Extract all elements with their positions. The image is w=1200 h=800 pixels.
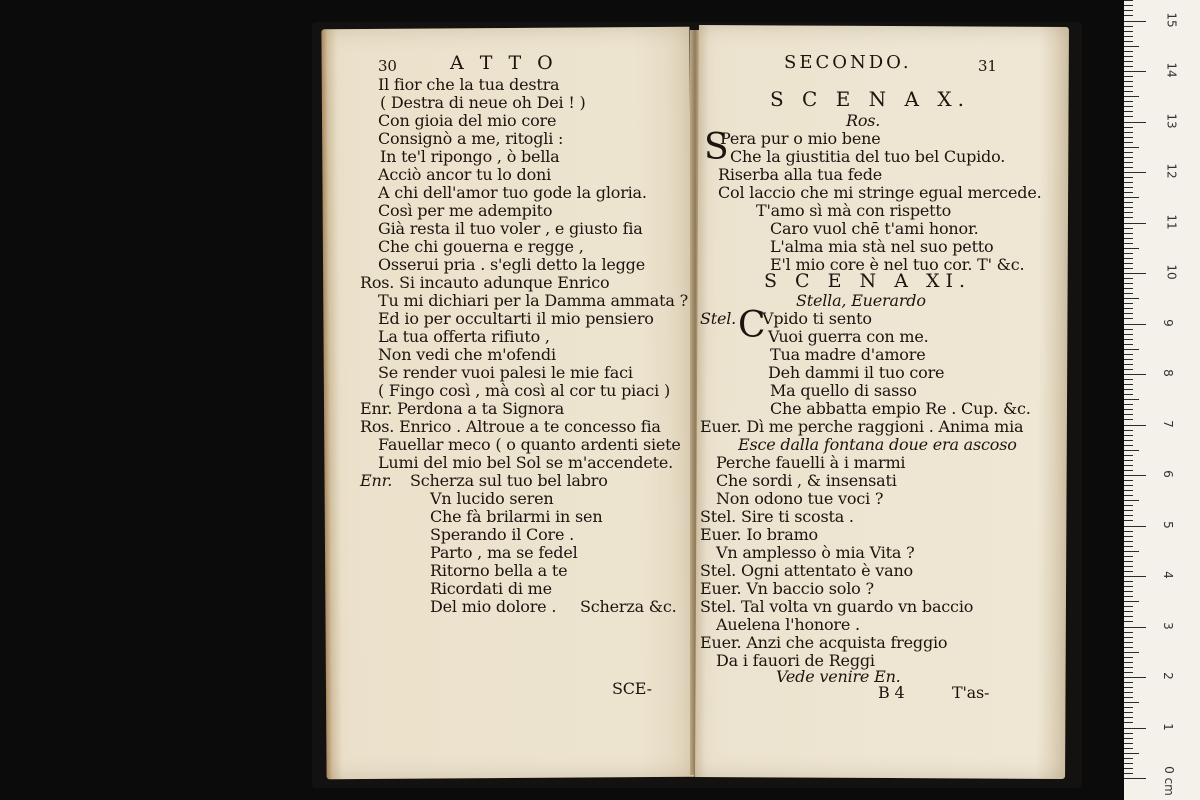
ruler-tick [1124,404,1133,405]
ruler-tick [1124,91,1133,92]
ruler-tick [1124,76,1133,77]
text-line: Il fior che la tua destra [378,75,560,94]
ruler-tick [1124,192,1133,193]
ruler-tick [1124,172,1146,173]
ruler-number: 6 [1160,470,1175,478]
ruler-tick [1124,187,1133,188]
ruler-number: 10 [1164,264,1179,280]
ruler-tick [1124,349,1139,350]
ruler-tick [1124,283,1133,284]
ruler-tick [1124,46,1139,47]
scene-heading: S C E N A X. [770,87,970,111]
ruler-tick [1124,753,1139,754]
ruler-tick [1124,399,1139,400]
ruler-tick [1124,384,1133,385]
ruler-tick [1124,303,1133,304]
drop-cap: C [738,305,766,346]
text-line: Se render vuoi palesi le mie faci [378,363,633,382]
ruler-tick [1124,26,1133,27]
speech-line: Ros. Si incauto adunque Enrico [360,273,610,292]
text-line: Riserba alla tua fede [718,165,883,184]
scene-speaker: Ros. [846,111,881,130]
text-line: ( Destra di neue oh Dei ! ) [380,93,586,112]
ruler-tick [1124,177,1133,178]
ruler-tick [1124,324,1146,325]
ruler-tick [1124,490,1133,491]
text-line: Non vedi che m'ofendi [378,345,556,364]
ruler-tick [1124,697,1133,698]
ruler-tick [1124,0,1133,1]
ruler-tick [1124,344,1133,345]
ruler-tick [1124,106,1133,107]
ruler-tick [1124,369,1133,370]
ruler-tick [1124,546,1133,547]
ruler-tick [1124,485,1133,486]
text-line: Scherza sul tuo bel labro [410,471,608,490]
text-line: Col laccio che mi stringe egual mercede. [718,183,1042,202]
text-line: Consignò a me, ritogli : [378,129,564,148]
ruler-tick [1124,202,1133,203]
ruler-number: 8 [1160,369,1175,377]
catchword: SCE- [612,679,652,698]
folio-right: 31 [978,57,997,75]
ruler-tick [1124,505,1133,506]
text-line: Da i fauori de Reggi [716,651,875,670]
ruler-tick [1124,56,1133,57]
ruler-tick [1124,657,1133,658]
text-line: Sperando il Core . [430,525,575,544]
text-line: Tu mi dichiari per la Damma ammata ? [378,291,688,310]
ruler-tick [1124,15,1133,16]
ruler-tick [1124,778,1146,779]
ruler-tick [1124,773,1133,774]
ruler-tick [1124,61,1133,62]
ruler-tick [1124,313,1133,314]
ruler-tick [1124,768,1133,769]
ruler-tick [1124,414,1133,415]
ruler-tick [1124,722,1133,723]
ruler-tick [1124,541,1133,542]
ruler-tick [1124,66,1133,67]
ruler-tick [1124,728,1146,729]
ruler-tick [1124,743,1133,744]
ruler-tick [1124,526,1146,527]
ruler-tick [1124,707,1133,708]
ruler-tick [1124,81,1133,82]
ruler-tick [1124,425,1146,426]
ruler-tick [1124,298,1139,299]
text-line: Ricordati di me [430,579,552,598]
text-line: Vn lucido seren [430,489,554,508]
ruler-tick [1124,561,1133,562]
text-line: Caro vuol chē t'ami honor. [770,219,979,238]
ruler-tick [1124,576,1146,577]
ruler-tick [1124,748,1133,749]
ruler-tick [1124,71,1146,72]
ruler-number: 7 [1160,419,1175,428]
ruler-tick [1124,687,1133,688]
text-line: T'amo sì mà con rispetto [756,201,952,220]
text-line: Ritorno bella a te [430,561,568,580]
ruler-tick [1124,672,1133,673]
ruler-number: 9 [1160,318,1175,327]
ruler-tick [1124,389,1133,390]
ruler-tick [1124,652,1139,653]
ruler-tick [1124,480,1133,481]
ruler-tick [1124,329,1133,330]
ruler-tick [1124,430,1133,431]
ruler-tick [1124,31,1133,32]
ruler-tick [1124,142,1133,143]
ruler-tick [1124,122,1146,123]
ruler-tick [1124,207,1133,208]
ruler-tick [1124,551,1139,552]
text-line: Pera pur o mio bene [720,129,881,148]
ruler-tick [1124,334,1133,335]
ruler-tick [1124,611,1133,612]
ruler-tick [1124,566,1133,567]
ruler-tick [1124,167,1133,168]
ruler-tick [1124,364,1133,365]
ruler-tick [1124,500,1139,501]
ruler-tick [1124,10,1133,11]
text-line: Acciò ancor tu lo doni [378,165,552,184]
text-line: Non odono tue voci ? [716,489,884,508]
text-line: Parto , ma se fedel [430,543,578,562]
ruler-tick [1124,258,1133,259]
ruler-tick [1124,586,1133,587]
ruler-number: 12 [1164,163,1179,179]
ruler-tick [1124,101,1133,102]
text-line: Deh dammi il tuo core [768,363,945,382]
ruler-tick [1124,455,1133,456]
speaker-label: Stel. [700,309,737,328]
ruler-tick [1124,531,1133,532]
running-head-left: A T T O [450,52,558,74]
speech-line: Stel. Ogni attentato è vano [700,561,913,580]
ruler-tick [1124,677,1146,678]
ruler-tick [1124,217,1133,218]
ruler-tick [1124,51,1133,52]
ruler-tick [1124,536,1133,537]
ruler-tick [1124,763,1133,764]
ruler-tick [1124,520,1133,521]
ruler-tick [1124,717,1133,718]
ruler-tick [1124,637,1133,638]
ruler-tick [1124,394,1133,395]
ruler-tick [1124,308,1133,309]
ruler-tick [1124,647,1133,648]
ruler-number: 3 [1160,621,1175,630]
ruler-tick [1124,157,1133,158]
ruler-tick [1124,36,1133,37]
ruler-tick [1124,86,1133,87]
ruler-number: 15 [1164,11,1179,28]
text-line: L'alma mia stà nel suo petto [770,237,994,256]
ruler-tick [1124,571,1133,572]
ruler-tick [1124,339,1133,340]
text-line: A chi dell'amor tuo gode la gloria. [378,183,647,202]
text-line: Che fà brilarmi in sen [430,507,603,526]
ruler-tick [1124,591,1133,592]
ruler-tick [1124,111,1133,112]
ruler-tick [1124,733,1133,734]
text-line: Vpido ti sento [762,309,872,328]
ruler-tick [1124,465,1133,466]
ruler-tick [1124,596,1133,597]
ruler-tick [1124,182,1133,183]
text-line: Vn amplesso ò mia Vita ? [716,543,915,562]
ruler-tick [1124,223,1146,224]
ruler-tick [1124,268,1133,269]
ruler-tick [1124,581,1133,582]
ruler-tick [1124,273,1146,274]
ruler-number: 11 [1164,213,1179,230]
ruler-number: 0 cm [1161,766,1176,796]
ruler-tick [1124,379,1133,380]
ruler-tick [1124,642,1133,643]
ruler-tick [1124,450,1139,451]
ruler-tick [1124,248,1139,249]
ruler-tick [1124,233,1133,234]
text-line: Con gioia del mio core [378,111,557,130]
ruler-tick [1124,621,1133,622]
ruler-tick [1124,243,1133,244]
ruler-tick [1124,475,1146,476]
ruler-number: 4 [1160,571,1175,579]
text-line: Ma quello di sasso [770,381,917,400]
ruler-tick [1124,212,1133,213]
ruler-number: 13 [1164,112,1179,129]
running-head-right: SECONDO. [784,52,912,73]
ruler-tick [1124,116,1133,117]
ruler-tick [1124,127,1133,128]
text-line: Ed io per occultarti il mio pensiero [378,309,654,328]
ruler-tick [1124,445,1133,446]
text-line: Che la giustitia del tuo bel Cupido. [730,147,1006,166]
ruler-tick [1124,137,1133,138]
speech-line: Euer. Vn baccio solo ? [700,579,874,598]
ruler-tick [1124,152,1133,153]
ruler-tick [1124,606,1133,607]
ruler-tick [1124,435,1133,436]
ruler-tick [1124,293,1133,294]
ruler-tick [1124,738,1133,739]
speaker-label: Enr. [360,471,393,490]
text-line: Così per me adempito [378,201,553,220]
ruler-number: 14 [1164,62,1179,78]
speech-line: Ros. Enrico . Altroue a te concesso fia [360,417,661,436]
measurement-ruler [1124,0,1200,800]
text-line: Osserui pria . s'egli detto la legge [378,255,645,274]
ruler-tick [1124,682,1133,683]
text-line: Che chi gouerna e regge , [378,237,584,256]
ruler-tick [1124,354,1133,355]
ruler-tick [1124,228,1133,229]
ruler-number: 2 [1160,672,1175,680]
ruler-tick [1124,359,1133,360]
ruler-tick [1124,510,1133,511]
text-line: Vuoi guerra con me. [768,327,929,346]
text-line: E'l mio core è nel tuo cor. T' &c. [770,255,1025,274]
scene-heading: S C E N A XI. [764,270,972,292]
ruler-tick [1124,263,1133,264]
ruler-tick [1124,162,1133,163]
ruler-tick [1124,692,1133,693]
ruler-tick [1124,238,1133,239]
ruler-tick [1124,288,1133,289]
ruler-tick [1124,460,1133,461]
text-line: ( Fingo così , mà così al cor tu piaci ) [378,381,670,400]
drop-cap: S [704,127,729,168]
text-line: Scherza &c. [580,597,677,616]
ruler-number: 5 [1160,520,1175,529]
text-line: Perche fauelli à i marmi [716,453,906,472]
text-line: Auelena l'honore . [716,615,860,634]
ruler-tick [1124,253,1133,254]
speech-line: Euer. Io bramo [700,525,818,544]
ruler-tick [1124,712,1133,713]
ruler-tick [1124,758,1133,759]
folio-left: 30 [378,57,397,75]
speech-line: Stel. Sire ti scosta . [700,507,854,526]
ruler-number: 1 [1160,722,1175,731]
ruler-tick [1124,601,1139,602]
ruler-tick [1124,96,1139,97]
ruler-tick [1124,318,1133,319]
speech-line: Euer. Dì me perche raggioni . Anima mia [700,417,1024,436]
speech-line: Enr. Perdona a ta Signora [360,399,565,418]
text-line: La tua offerta rifiuto , [378,327,550,346]
ruler-tick [1124,197,1139,198]
stage-direction: Esce dalla fontana doue era ascoso [738,435,1017,454]
text-line: Del mio dolore . [430,597,557,616]
ruler-tick [1124,132,1133,133]
text-line: Che sordi , & insensati [716,471,897,490]
text-line: Lumi del mio bel Sol se m'accendete. [378,453,674,472]
ruler-tick [1124,667,1133,668]
ruler-tick [1124,41,1133,42]
text-line: In te'l ripongo , ò bella [380,147,560,166]
ruler-tick [1124,556,1133,557]
ruler-tick [1124,662,1133,663]
ruler-tick [1124,702,1139,703]
ruler-tick [1124,5,1133,6]
ruler-tick [1124,515,1133,516]
signature-mark: B 4 [878,683,905,702]
ruler-tick [1124,419,1133,420]
text-line: Tua madre d'amore [770,345,926,364]
ruler-tick [1124,470,1133,471]
speech-line: Euer. Anzi che acquista freggio [700,633,948,652]
ruler-tick [1124,409,1133,410]
scene-speakers: Stella, Euerardo [796,291,926,310]
text-line: Fauellar meco ( o quanto ardenti siete [378,435,681,454]
speech-line: Stel. Tal volta vn guardo vn baccio [700,597,974,616]
ruler-tick [1124,632,1133,633]
ruler-tick [1124,495,1133,496]
ruler-tick [1124,147,1139,148]
catchword: T'as- [952,683,990,702]
ruler-tick [1124,21,1146,22]
ruler-tick [1124,278,1133,279]
stage-direction: Vede venire En. [776,667,901,686]
ruler-tick [1124,627,1146,628]
ruler-tick [1124,374,1146,375]
ruler-tick [1124,616,1133,617]
text-line: Che abbatta empio Re . Cup. &c. [770,399,1031,418]
text-line: Già resta il tuo voler , e giusto fia [378,219,643,238]
ruler-tick [1124,440,1133,441]
